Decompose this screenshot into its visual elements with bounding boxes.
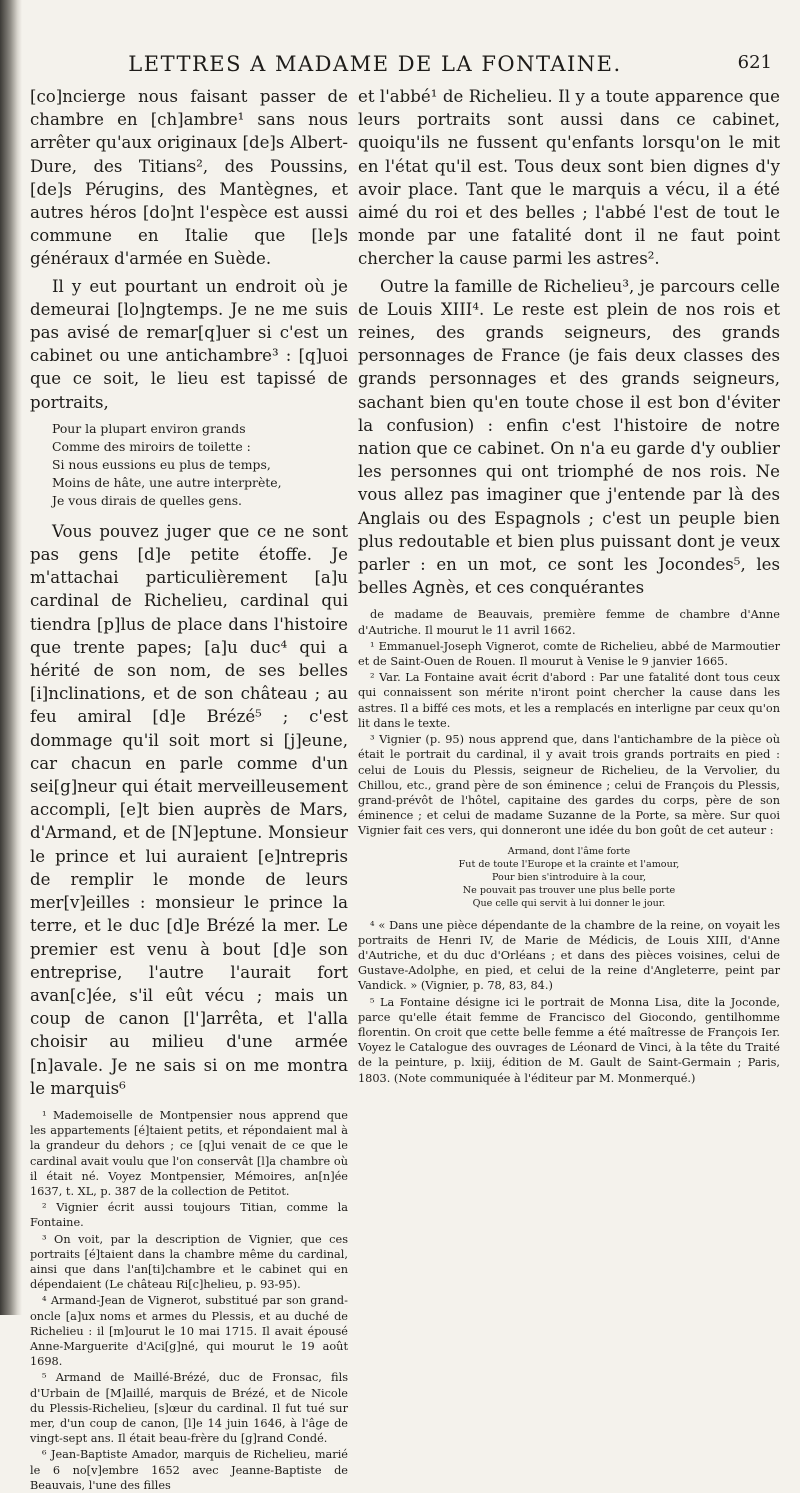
footnote-verse-line: Fut de toute l'Europe et la crainte et l'amour, — [458, 858, 680, 870]
footnote: ⁵ La Fontaine désigne ici le portrait de Monna Lisa, dite la Joconde, parce qu'elle était femme de Francisco del Giocondo, gentilhomme florentin. On croit que cette belle femme a été maîtresse de François Ier. Voyez le Catalogue des ouvrages de Léonard de Vinci, à la tête du Traité de la peinture, p. lxiij, édition de M. Gault de Saint-Germain ; Paris, 1803. (Note communiquée à l'éditeur par M. Monmerqué.) — [358, 995, 780, 1085]
verse-line: Si nous eussions eu plus de temps, — [52, 456, 271, 472]
footnote-verse-line: Ne pouvait pas trouver une plus belle porte — [462, 884, 676, 896]
footnote: ³ On voit, par la description de Vignier, que ces portraits [é]taient dans la chambre même du cardinal, ainsi que dans l'an[ti]chambre et le cabinet qui en dépendaient (Le château Ri[c]helieu, p. 93-95). — [30, 1232, 348, 1292]
page-header — [36, 52, 784, 80]
right-paragraph-1: et l'abbé¹ de Richelieu. Il y a toute apparence que leurs portraits sont aussi dans ce cabinet, quoiqu'ils ne fussent qu'enfants lorsqu'on le mit en l'état qu'il est. Tous deux sont bien dignes d'y avoir place. Tant que le marquis a vécu, il a été aimé du roi et des belles ; l'abbé l'est de tout le monde par une fatalité dont il ne faut point chercher la cause parmi les astres². — [358, 87, 780, 269]
right-column — [358, 85, 780, 1310]
footnote: ³ Vignier (p. 95) nous apprend que, dans l'antichambre de la pièce où était le portrait du cardinal, il y avait trois grands portraits en pied : celui de Louis du Plessis, seigneur de Richelieu, de la Vervolier, du Chillou, etc., grand père de son éminence ; celui de François du Plessis, grand-prévôt de l'hôtel, capitaine des gardes du corps, père de son éminence ; et celui de madame Suzanne de la Porte, sa mère. Sur quoi Vignier fait ces vers, qui donneront une idée du bon goût de cet auteur : — [358, 733, 780, 838]
right-footnotes — [358, 607, 780, 1085]
verse-line: Comme des miroirs de toilette : — [52, 438, 251, 454]
footnote: ⁴ Armand-Jean de Vignerot, substitué par son grand-oncle [a]ux noms et armes du Plessis, et au duché de Richelieu : il [m]ourut le 10 mai 1715. Il avait épousé Anne-Marguerite d'Aci[g]né, qui mourut le 19 août 1698. — [30, 1294, 348, 1369]
footnote-verse-line: Que celle qui servit à lui donner le jour. — [472, 897, 666, 909]
footnote-verse-line: Pour bien s'introduire à la cour, — [491, 871, 646, 883]
left-paragraph-3: Vous pouvez juger que ce ne sont pas gens [d]e petite étoffe. Je m'attachai particulièrement [a]u cardinal de Richelieu, cardinal qui tiendra [p]lus de place dans l'histoire que trente papes; [a]u duc⁴ qui a hérité de son nom, de ses belles [i]nclinations, et de son château ; au feu amiral [d]e Brézé⁵ ; c'est dommage qu'il soit mort si [j]eune, car chacun en parle comme d'un sei[g]neur qui était merveilleusement accompli, [e]t bien auprès de Mars, d'Armand, et de [N]eptune. Monsieur le prince et lui auraient [e]ntrepris de remplir le monde de leurs mer[v]eilles : monsieur le prince la terre, et le duc [d]e Brézé la mer. Le premier est venu à bout [d]e son entreprise, l'autre l'aurait fort avan[c]ée, s'il eût vécu ; mais un coup de canon [l']arrêta, et l'alla choisir au milieu d'une armée [n]avale. Je ne sais si on me montra le marquis⁶ — [30, 521, 348, 1098]
right-paragraph-2: Outre la famille de Richelieu³, je parcours celle de Louis XIII⁴. Le reste est plein de nos rois et reines, des grands seigneurs, des grands personnages de France (je fais deux classes des grands personnages et des grands seigneurs, sachant bien qu'en toute chose il est bon d'éviter la confusion) : enfin c'est l'histoire de notre nation que ce cabinet. On n'a eu garde d'y oublier les personnes qui ont triomphé de nos rois. Ne vous allez pas imaginer que j'entende par là des Anglais ou des Espagnols ; c'est un peuple bien plus redoutable et bien plus puissant dont je veux parler : en un mot, ce sont les Jocondes⁵, les belles Agnès, et ces conquérantes — [358, 276, 780, 598]
verse-block — [52, 420, 348, 510]
running-title: LETTRES A MADAME DE LA FONTAINE. — [128, 52, 622, 76]
footnote: ² Vignier écrit aussi toujours Titian, comme la Fontaine. — [30, 1201, 348, 1230]
verse-line: Moins de hâte, une autre interprète, — [52, 474, 282, 490]
left-footnotes — [30, 1108, 348, 1493]
footnote: ⁶ Jean-Baptiste Amador, marquis de Richelieu, marié le 6 no[v]embre 1652 avec Jeanne-Baptiste de Beauvais, l'une des filles — [30, 1448, 348, 1492]
left-paragraph-1: [co]ncierge nous faisant passer de chambre en [ch]ambre¹ sans nous arrêter qu'aux originaux [de]s Albert-Dure, des Titians², des Poussins, [de]s Pérugins, des Mantègnes, et autres héros [do]nt l'espèce est aussi commune en Italie que [le]s généraux d'armée en Suède. — [30, 87, 348, 269]
page-gutter-shadow — [0, 0, 22, 1315]
footnote: de madame de Beauvais, première femme de chambre d'Anne d'Autriche. Il mourut le 11 avril 1662. — [358, 608, 780, 637]
footnote: ⁴ « Dans une pièce dépendante de la chambre de la reine, on voyait les portraits de Henri IV, de Marie de Médicis, de Louis XIII, d'Anne d'Autriche, et du duc d'Orléans ; et dans des pièces voisines, celui de Gustave-Adolphe, en pied, et celui de la reine d'Angleterre, peint par Vandick. » (Vignier, p. 78, 83, 84.) — [358, 918, 780, 993]
verse-line: Pour la plupart environ grands — [52, 420, 246, 436]
verse-line: Je vous dirais de quelles gens. — [52, 492, 242, 508]
footnote-verse — [358, 845, 780, 910]
footnote: ¹ Emmanuel-Joseph Vignerot, comte de Richelieu, abbé de Marmoutier et de Saint-Ouen de Rouen. Il mourut à Venise le 9 janvier 1665. — [358, 639, 780, 669]
left-paragraph-2: Il y eut pourtant un endroit où je demeurai [lo]ngtemps. Je ne me suis pas avisé de remar[q]uer si c'est un cabinet ou une antichambre³ : [q]uoi que ce soit, le lieu est tapissé de portraits, — [30, 276, 348, 412]
footnote: ² Var. La Fontaine avait écrit d'abord : Par une fatalité dont tous ceux qui connaissent son mérite n'iront point chercher la cause dans les astres. Il a biffé ces mots, et les a remplacés en interligne par ceux qu'on lit dans le texte. — [358, 671, 780, 730]
footnote: ¹ Mademoiselle de Montpensier nous apprend que les appartements [é]taient petits, et répondaient mal à la grandeur du dehors ; ce [q]ui venait de ce que le cardinal avait voulu que l'on conservât [l]a chambre où il était né. Voyez Montpensier, Mémoires, an[n]ée 1637, t. XL, p. 387 de la collection de Petitot. — [30, 1108, 348, 1198]
left-column — [30, 85, 348, 1492]
footnote-verse-line: Armand, dont l'âme forte — [507, 845, 631, 857]
footnote: ⁵ Armand de Maillé-Brézé, duc de Fronsac, fils d'Urbain de [M]aillé, marquis de Brézé, et de Nicole du Plessis-Richelieu, [s]œur du cardinal. Il fut tué sur mer, d'un coup de canon, [l]e 14 juin 1646, à l'âge de vingt-sept ans. Il était beau-frère du [g]rand Condé. — [30, 1371, 348, 1446]
page-number: 621 — [737, 52, 772, 73]
